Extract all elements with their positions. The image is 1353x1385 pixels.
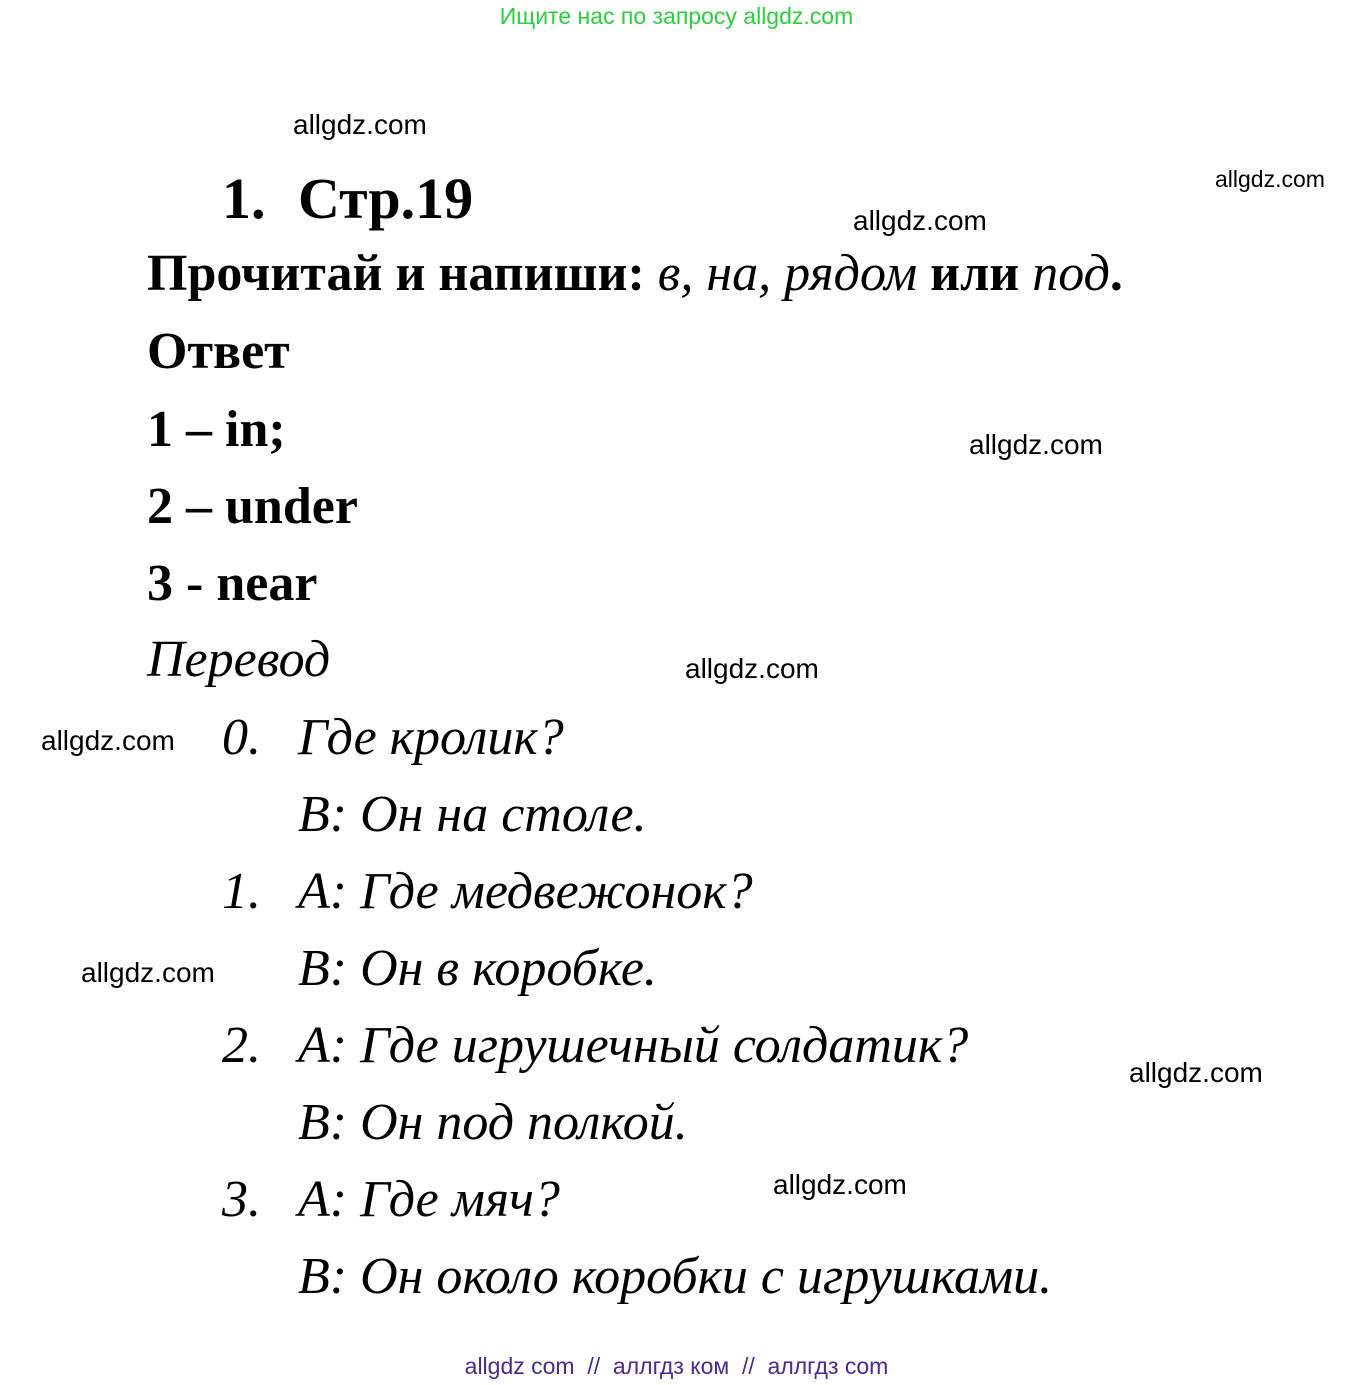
page-reference: Стр.19 xyxy=(298,166,474,231)
translation-question: А: Где медвежонок? xyxy=(298,863,753,920)
translation-number: 2. xyxy=(222,1017,261,1074)
translation-number: 0. xyxy=(222,709,261,766)
task-separator: , xyxy=(680,245,707,302)
task-separator: , xyxy=(758,245,785,302)
watermark: allgdz.com xyxy=(1215,166,1325,192)
task-end: . xyxy=(1109,245,1123,302)
translation-number: 1. xyxy=(222,863,261,920)
task-separator xyxy=(917,245,930,302)
footer-links: allgdz com // аллгдз ком // аллгдз com xyxy=(464,1353,889,1379)
answer-item: 3 - near xyxy=(147,555,318,612)
watermark: allgdz.com xyxy=(685,653,819,684)
translation-question: А: Где мяч? xyxy=(298,1171,560,1228)
watermark: allgdz.com xyxy=(81,957,215,988)
task-word: рядом xyxy=(784,245,918,302)
task-or: или xyxy=(930,245,1020,302)
task-instruction xyxy=(147,245,1123,302)
task-word: под xyxy=(1032,245,1110,302)
translation-answer: В: Он под полкой. xyxy=(298,1094,688,1151)
translation-number: 3. xyxy=(222,1171,261,1228)
translation-title: Перевод xyxy=(147,631,331,688)
exercise-number: 1. xyxy=(222,166,266,231)
task-separator xyxy=(1019,245,1032,302)
answer-title: Ответ xyxy=(147,323,290,380)
task-lead: Прочитай и напиши: xyxy=(147,245,658,302)
translation-question: Где кролик? xyxy=(298,709,564,766)
task-word: на xyxy=(706,245,759,302)
watermark: allgdz.com xyxy=(293,109,427,140)
translation-question: А: Где игрушечный солдатик? xyxy=(298,1017,969,1074)
task-word: в xyxy=(657,245,681,302)
watermark: allgdz.com xyxy=(1129,1057,1263,1088)
answer-item: 2 – under xyxy=(147,478,358,535)
translation-answer: В: Он на столе. xyxy=(298,786,647,843)
watermark: allgdz.com xyxy=(969,429,1103,460)
translation-answer: В: Он около коробки с игрушками. xyxy=(298,1248,1053,1305)
answer-item: 1 – in; xyxy=(147,401,286,458)
watermark: allgdz.com xyxy=(853,205,987,236)
translation-answer: В: Он в коробке. xyxy=(298,940,657,997)
watermark: allgdz.com xyxy=(41,725,175,756)
top-banner: Ищите нас по запросу allgdz.com xyxy=(499,3,854,29)
watermark: allgdz.com xyxy=(773,1169,907,1200)
